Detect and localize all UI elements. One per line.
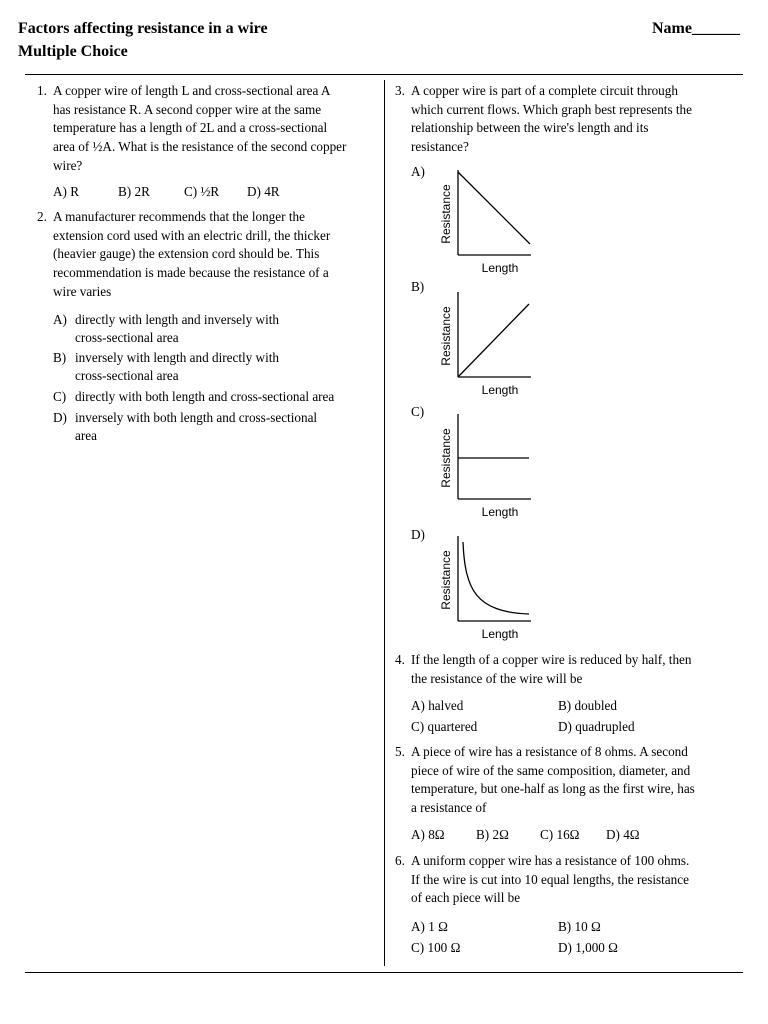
choice-b[interactable]: B) 10 Ω — [558, 919, 601, 934]
question-text-line: A copper wire is part of a complete circuit through — [411, 83, 678, 98]
graph-b-letter[interactable]: B) — [411, 279, 425, 294]
question-text-line: A uniform copper wire has a resistance of 100 ohms. — [411, 853, 690, 868]
choice-a[interactable]: A) halved — [411, 698, 464, 713]
worksheet-title: Factors affecting resistance in a wire — [18, 20, 268, 37]
footer-divider — [25, 972, 743, 973]
question-text-line: If the length of a copper wire is reduced by half, then — [411, 652, 692, 667]
question-text-line: extension cord used with an electric drill, the thicker — [53, 227, 331, 243]
choice-d[interactable]: D) 4R — [247, 184, 280, 199]
graph-xlabel: Length — [481, 505, 519, 519]
choice-c[interactable]: C) 16Ω — [540, 827, 580, 842]
worksheet-subtitle: Multiple Choice — [18, 43, 128, 60]
choice-text-line: directly with both length and cross-sectional area — [75, 389, 335, 404]
question-number: 4. — [395, 652, 405, 667]
question-text-line: which current flows. Which graph best represents the — [411, 101, 693, 117]
choice-d[interactable]: D) 1,000 Ω — [558, 940, 618, 955]
graph-curve — [463, 542, 529, 614]
choice-letter: A) — [53, 312, 67, 327]
column-divider — [384, 80, 385, 966]
graph-d-letter[interactable]: D) — [411, 527, 425, 542]
choice-d[interactable]: D) 4Ω — [606, 827, 640, 842]
question-text-line: piece of wire of the same composition, diameter, and — [411, 762, 691, 778]
choice-a[interactable]: A) R — [53, 184, 80, 199]
graph-b-increasing[interactable] — [416, 284, 556, 402]
graph-curve — [458, 304, 529, 377]
graph-ylabel: Resistance — [439, 184, 453, 244]
choice-b[interactable]: B) 2R — [118, 184, 150, 199]
question-text-line: relationship between the wire's length and its — [411, 120, 649, 136]
graph-ylabel: Resistance — [439, 428, 453, 488]
graph-xlabel: Length — [481, 383, 519, 397]
choice-letter: D) — [53, 410, 67, 425]
question-text-line: area of ½A. What is the resistance of the second copper — [53, 139, 347, 155]
choice-b[interactable]: B) 2Ω — [476, 827, 509, 842]
choice-d[interactable]: D) quadrupled — [558, 719, 635, 734]
graph-xlabel: Length — [481, 261, 519, 275]
graph-curve — [458, 172, 530, 244]
question-text-line: has resistance R. A second copper wire at the same — [53, 101, 322, 117]
graph-ylabel: Resistance — [439, 550, 453, 610]
choice-text-line: cross-sectional area — [75, 330, 179, 345]
graph-d-inverse[interactable] — [416, 528, 556, 646]
question-text-line: If the wire is cut into 10 equal lengths, the resistance — [411, 871, 689, 887]
graph-ylabel: Resistance — [439, 306, 453, 366]
choice-text-line: directly with length and inversely with — [75, 312, 279, 327]
choice-c[interactable]: C) 100 Ω — [411, 940, 461, 955]
graph-xlabel: Length — [481, 627, 519, 641]
question-number: 5. — [395, 744, 405, 759]
question-number: 6. — [395, 853, 405, 868]
choice-letter: C) — [53, 389, 67, 404]
question-text-line: (heavier gauge) the extension cord should be. This — [53, 246, 320, 262]
question-text-line: A piece of wire has a resistance of 8 ohms. A second — [411, 744, 688, 759]
graph-c-letter[interactable]: C) — [411, 404, 425, 419]
question-text-line: temperature, but one-half as long as the first wire, has — [411, 781, 695, 797]
choice-a[interactable]: A) 1 Ω — [411, 919, 448, 934]
choice-text-line: inversely with both length and cross-sectional — [75, 410, 318, 425]
question-text-line: A manufacturer recommends that the longer the — [53, 209, 305, 224]
graph-a-decreasing[interactable] — [416, 162, 556, 280]
choice-c[interactable]: C) quartered — [411, 719, 478, 734]
choice-text-line: cross-sectional area — [75, 368, 179, 383]
choice-text-line: area — [75, 428, 97, 443]
choice-text-line: inversely with length and directly with — [75, 350, 279, 365]
question-number: 2. — [37, 209, 47, 224]
question-text-line: temperature has a length of 2L and a cross-sectional — [53, 120, 328, 136]
choice-b[interactable]: B) doubled — [558, 698, 617, 713]
question-text-line: resistance? — [411, 139, 469, 155]
question-text-line: of each piece will be — [411, 890, 521, 906]
header-divider — [25, 74, 743, 75]
choice-c[interactable]: C) ½R — [184, 184, 220, 199]
question-text-line: wire varies — [53, 283, 112, 299]
name-field-label: Name______ — [652, 20, 740, 37]
question-text-line: a resistance of — [411, 800, 487, 816]
question-number: 3. — [395, 83, 405, 98]
choice-a[interactable]: A) 8Ω — [411, 827, 445, 842]
question-text-line: wire? — [53, 157, 83, 173]
question-text-line: the resistance of the wire will be — [411, 670, 583, 686]
graph-a-letter[interactable]: A) — [411, 164, 425, 179]
question-number: 1. — [37, 83, 47, 98]
question-text-line: recommendation is made because the resistance of a — [53, 265, 329, 281]
choice-letter: B) — [53, 350, 67, 365]
graph-c-constant[interactable] — [416, 406, 556, 524]
question-text-line: A copper wire of length L and cross-sectional area A — [53, 83, 331, 98]
